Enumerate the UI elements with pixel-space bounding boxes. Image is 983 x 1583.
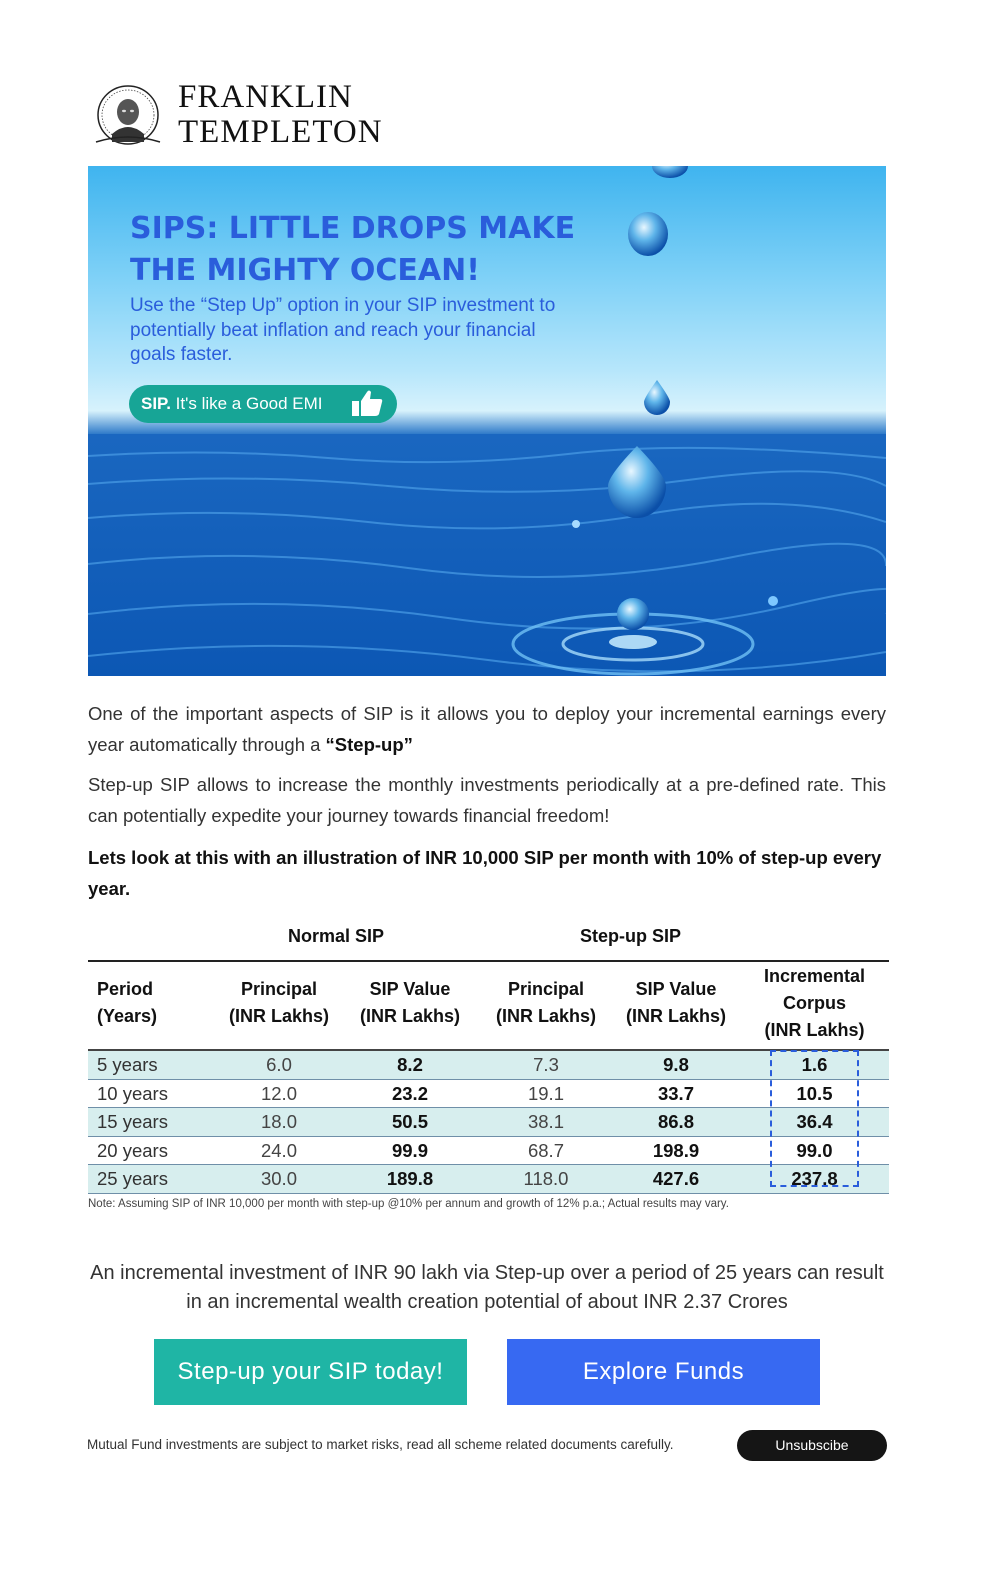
- header-line: (INR Lakhs): [359, 1006, 460, 1026]
- cell-normal-sip-value: 99.9: [391, 1139, 428, 1161]
- header-line: Incremental: [763, 966, 866, 986]
- cell-period: 10 years: [97, 1082, 168, 1104]
- cell-stepup-principal: 38.1: [527, 1111, 564, 1132]
- cell-stepup-sip-value: 33.7: [657, 1082, 694, 1104]
- table-row: [88, 1137, 889, 1166]
- group-header-normal-sip: Normal SIP: [288, 926, 385, 946]
- cell-normal-principal: 18.0: [260, 1111, 297, 1132]
- cell-stepup-principal: 7.3: [533, 1054, 559, 1075]
- hero-subtitle: Use the “Step Up” option in your SIP investment to potentially beat inflation and reach your financial goals faster.: [130, 295, 556, 365]
- cell-incremental-corpus: 36.4: [796, 1111, 833, 1132]
- brand-line-2: TEMPLETON: [178, 114, 383, 150]
- cell-stepup-sip-value: 9.8: [663, 1054, 689, 1075]
- cell-normal-principal: 12.0: [260, 1082, 297, 1104]
- summary-text: An incremental investment of INR 90 lakh via Step-up over a period of 25 years can result in an incremental wealth creation potential of about INR 2.37 Crores: [90, 1262, 884, 1313]
- cell-incremental-corpus: 1.6: [801, 1054, 828, 1075]
- header-line: (INR Lakhs): [625, 1006, 726, 1026]
- intro-paragraph-2: Step-up SIP allows to increase the monthly investments periodically at a pre-defined rate. This can potentially expedite your journey towards financial freedom!: [88, 774, 886, 826]
- cell-normal-principal: 24.0: [260, 1139, 297, 1161]
- step-up-highlight: “Step-up”: [325, 734, 413, 755]
- header-line: Principal: [507, 979, 585, 999]
- incremental-corpus-highlight: [770, 1050, 859, 1187]
- header-line: Corpus: [783, 993, 846, 1013]
- cell-stepup-principal: 68.7: [527, 1139, 564, 1161]
- header-line: SIP Value: [369, 979, 451, 999]
- market-risk-disclaimer: Mutual Fund investments are subject to market risks, read all scheme related documents carefully.: [87, 1437, 674, 1452]
- table-body: [88, 1049, 889, 1194]
- unsubscribe-button[interactable]: Unsubscibe: [737, 1430, 887, 1461]
- table-row: [88, 1165, 889, 1194]
- header-line: Period: [97, 979, 154, 999]
- cell-normal-sip-value: 23.2: [391, 1082, 428, 1104]
- sip-good-emi-badge[interactable]: [129, 385, 397, 423]
- cell-normal-sip-value: 189.8: [386, 1168, 434, 1189]
- cell-stepup-principal: 19.1: [527, 1082, 564, 1104]
- cell-incremental-corpus: 10.5: [796, 1082, 833, 1104]
- illustration-lead: Lets look at this with an illustration of INR 10,000 SIP per month with 10% of step-up every year.: [88, 847, 882, 899]
- explore-funds-button[interactable]: Explore Funds: [507, 1339, 820, 1405]
- thumbs-up-icon: [351, 388, 383, 418]
- pill-bold-text: SIP.: [141, 394, 171, 413]
- pill-text: It's like a Good EMI: [170, 394, 323, 413]
- cell-stepup-sip-value: 86.8: [657, 1111, 694, 1132]
- cell-normal-sip-value: 8.2: [397, 1054, 423, 1075]
- cell-normal-principal: 30.0: [260, 1168, 297, 1189]
- header-line: Principal: [240, 979, 318, 999]
- table-row: [88, 1051, 889, 1080]
- cell-normal-principal: 6.0: [266, 1054, 292, 1075]
- step-up-sip-button[interactable]: Step-up your SIP today!: [154, 1339, 467, 1405]
- hero-banner[interactable]: [88, 166, 886, 676]
- cell-period: 5 years: [97, 1054, 158, 1075]
- brand-wordmark: [178, 80, 383, 150]
- header-line: (INR Lakhs): [764, 1020, 865, 1040]
- header-line: SIP Value: [635, 979, 717, 999]
- hero-title: SIPS: LITTLE DROPS MAKE THE MIGHTY OCEAN!: [130, 211, 576, 288]
- cell-incremental-corpus: 99.0: [796, 1139, 833, 1161]
- cell-period: 15 years: [97, 1111, 168, 1132]
- cell-stepup-sip-value: 198.9: [652, 1139, 700, 1161]
- intro-paragraph-1: [88, 698, 886, 760]
- cell-normal-sip-value: 50.5: [391, 1111, 428, 1132]
- franklin-portrait-icon: [90, 84, 166, 146]
- intro-text: One of the important aspects of SIP is it allows you to deploy your incremental earnings every year automatically through a: [88, 703, 886, 755]
- cell-incremental-corpus: 237.8: [791, 1168, 838, 1189]
- group-header-stepup-sip: Step-up SIP: [580, 926, 682, 946]
- table-footnote: Note: Assuming SIP of INR 10,000 per month with step-up @10% per annum and growth of 12% p.a.; Actual results may vary.: [88, 1198, 729, 1210]
- brand-line-1: FRANKLIN: [178, 79, 353, 115]
- header-line: (Years): [97, 1006, 158, 1026]
- cell-stepup-sip-value: 427.6: [652, 1168, 700, 1189]
- brand-logo: [90, 80, 410, 150]
- column-header-incremental-corpus: [752, 963, 877, 1049]
- cell-period: 20 years: [97, 1139, 168, 1161]
- cell-period: 25 years: [97, 1168, 168, 1189]
- table-top-rule: [88, 960, 889, 962]
- header-line: (INR Lakhs): [495, 1006, 596, 1026]
- table-row: [88, 1080, 889, 1109]
- cell-stepup-principal: 118.0: [523, 1168, 569, 1189]
- header-line: (INR Lakhs): [228, 1006, 329, 1026]
- table-row: [88, 1108, 889, 1137]
